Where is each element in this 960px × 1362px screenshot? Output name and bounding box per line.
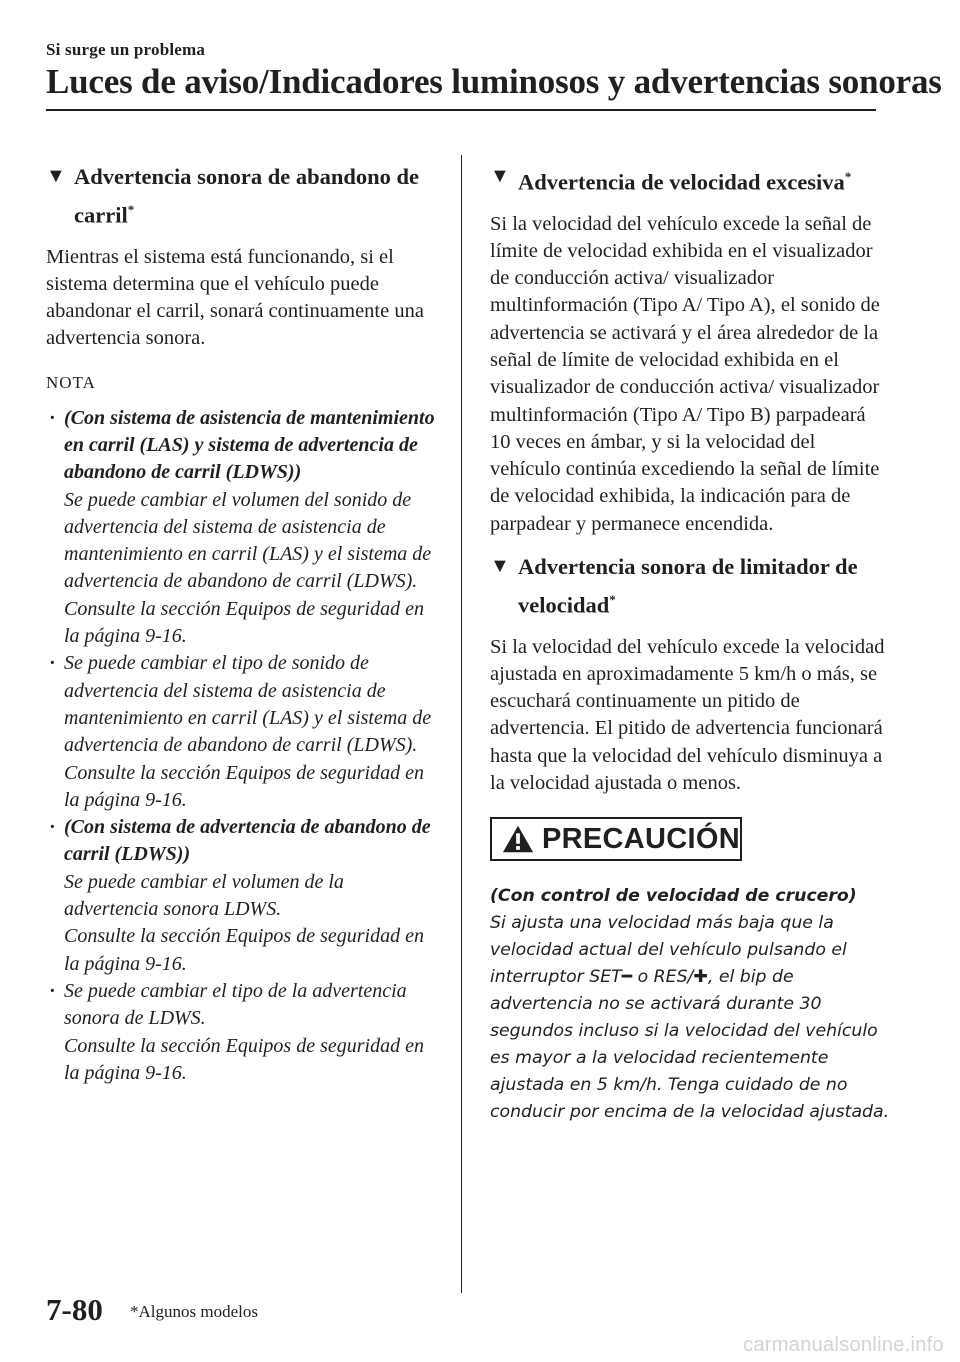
note-reference: Consulte la sección Equipos de seguridad en la página 9-16. bbox=[64, 1034, 424, 1084]
plus-icon: ✚ bbox=[693, 967, 708, 988]
heading-text: Advertencia sonora de abandono de carril* bbox=[74, 164, 420, 228]
note-text: Se puede cambiar el tipo de sonido de advertencia del sistema de asistencia de mantenimiento en carril (LAS) y el sistema de advertencia de abandono de carril (LDWS). bbox=[64, 652, 432, 757]
note-reference: Consulte la sección Equipos de seguridad en la página 9-16. bbox=[64, 597, 424, 648]
lane-warning-heading bbox=[46, 160, 441, 232]
caution-text bbox=[490, 883, 890, 1126]
nota-label: NOTA bbox=[46, 372, 96, 392]
note-text: Se puede cambiar el volumen del sonido de advertencia del sistema de asistencia de mantenimiento en carril (LAS) y el sistema de advertencia de abandono de carril (LDWS). bbox=[64, 488, 432, 593]
note-reference: Consulte la sección Equipos de seguridad en la página 9-16. bbox=[64, 925, 424, 975]
limiter-warning-heading bbox=[490, 550, 890, 622]
heading-text: Advertencia sonora de limitador de velocidad* bbox=[518, 554, 858, 618]
note-title: (Con sistema de asistencia de mantenimiento en carril (LAS) y sistema de advertencia de abandono de carril (LDWS)) bbox=[64, 406, 435, 484]
bullet-icon: · bbox=[49, 816, 56, 839]
speed-warning-paragraph: Si la velocidad del vehículo excede la señal de límite de velocidad exhibida en el visualizador de conducción activa/ visualizador multinformación (Tipo A/ Tipo A), el sonido de advertencia se activará y el área alrededor de la señal de límite de velocidad exhibida en el visualizador de conducción activa/ visualizador multinformación (Tipo A/ Tipo B) parpadeará 10 veces en ámbar, y si la velocidad del vehículo continúa excediendo la señal de límite de velocidad exhibida, la indicación para de parpadear y permanece encendida. bbox=[490, 212, 880, 535]
note-text: Se puede cambiar el volumen de la advertencia sonora LDWS. bbox=[64, 870, 344, 921]
page-number: 7-80 bbox=[46, 1292, 103, 1327]
warning-icon bbox=[502, 824, 534, 854]
footnote: *Algunos modelos bbox=[130, 1302, 258, 1321]
caution-box bbox=[490, 817, 742, 861]
watermark: carmanualsonline.info bbox=[743, 1334, 944, 1356]
left-column bbox=[46, 160, 441, 1087]
caution-body: Si ajusta una velocidad más baja que la velocidad actual del vehículo pulsando el interruptor SET━ o RES/✚, el bip de advertencia no se activará durante 30 segundos incluso si la velocidad del vehículo es mayor a la velocidad recientemente ajustada en 5 km/h. Tenga cuidado de no conducir por encima de la velocidad ajustada. bbox=[490, 913, 890, 1123]
minus-icon: ━ bbox=[621, 967, 633, 988]
bullet-icon: · bbox=[49, 652, 56, 675]
note-reference: Consulte la sección Equipos de seguridad en la página 9-16. bbox=[64, 761, 424, 811]
note-item bbox=[46, 405, 441, 651]
note-list bbox=[46, 405, 441, 1087]
triangle-marker-icon: ▼ bbox=[490, 165, 510, 187]
note-item bbox=[46, 814, 441, 978]
lane-warning-paragraph: Mientras el sistema está funcionando, si el sistema determina que el vehículo puede abandonar el carril, sonará continuamente una advertencia sonora. bbox=[46, 245, 424, 350]
limiter-warning-paragraph: Si la velocidad del vehículo excede la velocidad ajustada en aproximadamente 5 km/h o más, se escuchará continuamente un pitido de advertencia. El pitido de advertencia funcionará hasta que la velocidad del vehículo disminuya a la velocidad ajustada o menos. bbox=[490, 635, 885, 795]
note-item bbox=[46, 650, 441, 814]
caution-label: PRECAUCIÓN bbox=[542, 822, 740, 855]
page-title: Luces de aviso/Indicadores luminosos y advertencias sonoras bbox=[46, 62, 942, 101]
section-label: Si surge un problema bbox=[46, 40, 206, 59]
triangle-marker-icon: ▼ bbox=[490, 555, 510, 578]
speed-warning-heading bbox=[490, 160, 890, 199]
right-column bbox=[490, 160, 890, 1126]
heading-text: Advertencia de velocidad excesiva* bbox=[518, 169, 852, 195]
triangle-marker-icon: ▼ bbox=[46, 165, 66, 187]
column-divider bbox=[461, 155, 462, 1293]
note-item bbox=[46, 978, 441, 1087]
bullet-icon: · bbox=[49, 979, 56, 1002]
note-text: Se puede cambiar el tipo de la advertencia sonora de LDWS. bbox=[64, 979, 407, 1030]
note-title: (Con sistema de advertencia de abandono de carril (LDWS)) bbox=[64, 816, 431, 866]
title-rule bbox=[46, 109, 876, 111]
bullet-icon: · bbox=[49, 406, 56, 429]
caution-title: (Con control de velocidad de crucero) bbox=[490, 886, 857, 907]
